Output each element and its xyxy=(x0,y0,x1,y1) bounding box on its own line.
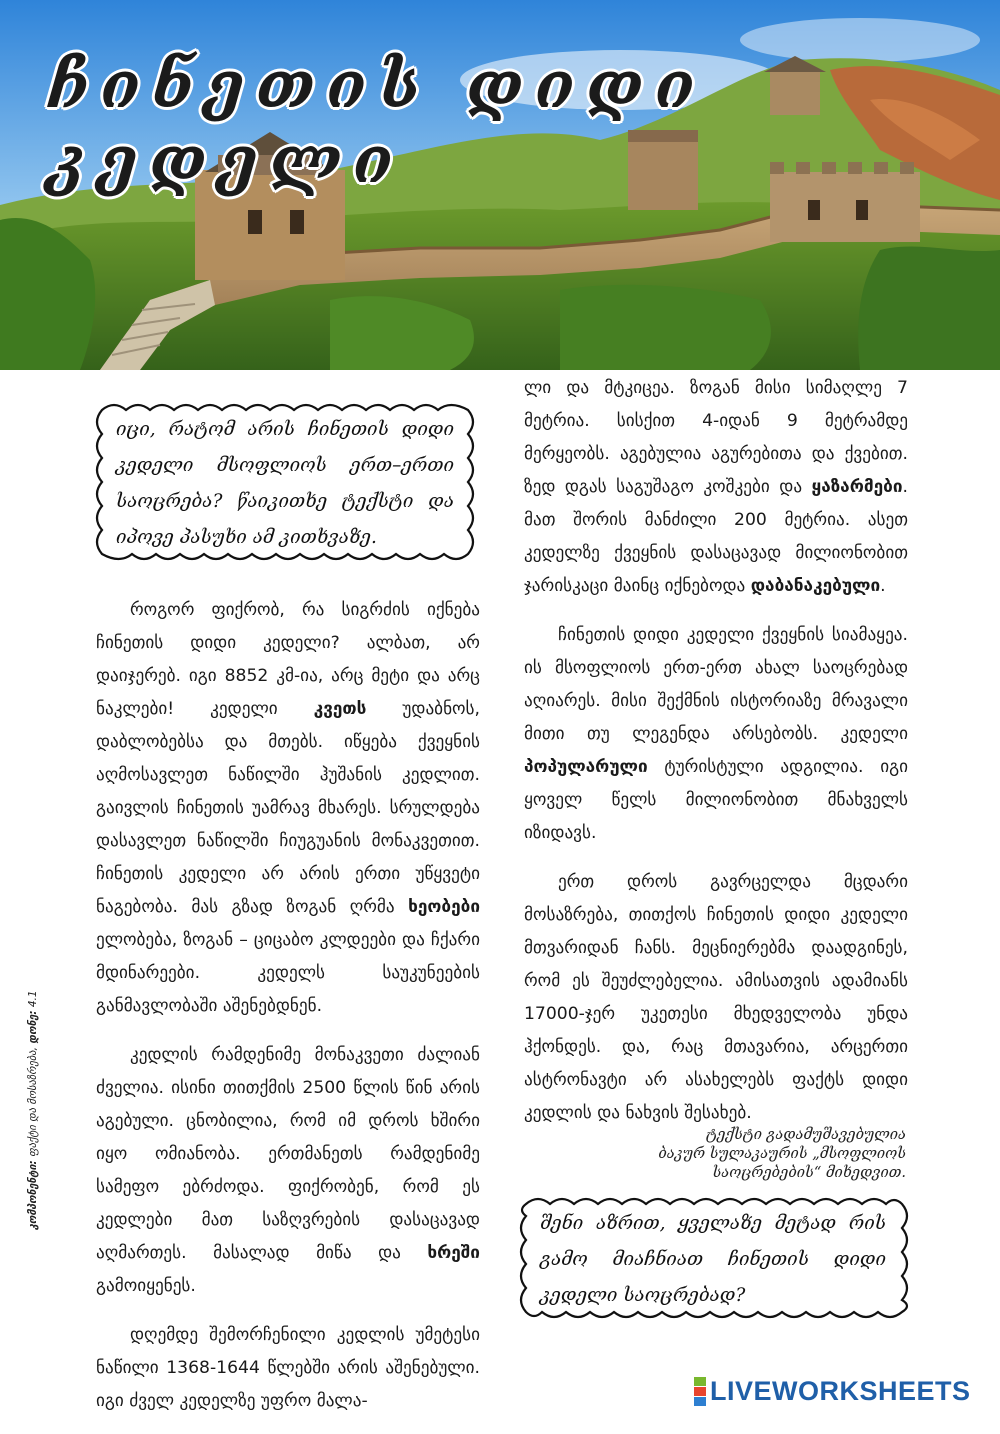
left-column xyxy=(96,372,480,1434)
keyword-dabanakebuli: დაბანაკებული xyxy=(750,576,881,596)
final-question-text: შენი აზრით, ყველაზე მეტად რის გამო მიაჩნიათ ჩინეთის დიდი კედელი საოცრებად? xyxy=(540,1213,886,1306)
intro-question-text: იცი, რატომ არის ჩინეთის დიდი კედელი მსოფლიოს ერთ–ერთი საოცრება? წაიკითხე ტექსტი და იპოვე პასუხი ამ კითხვაზე. xyxy=(116,419,454,548)
liveworksheets-logo[interactable] xyxy=(694,1376,971,1406)
intro-question-box xyxy=(90,398,480,566)
source-credit: ტექსტი გადამუშავებულია ბაკურ სულაკაურის „მსოფლიოს საოცრებების“ მიხედვით. xyxy=(658,1127,906,1181)
hero-banner xyxy=(0,0,1000,370)
keyword-kazarmebi: ყაზარმები xyxy=(811,477,903,497)
paragraph-4: ჩინეთის დიდი კედელი ქვეყნის სიამაყეა. ის მსოფლიოს ერთ-ერთ ახალ საოცრებად აღიარეს. მისი შექმნის ისტორიაზე მრავალი მითი თუ ლეგენდა არსებობს. კედელი პოპულარული ტურისტული ადგილია. იგი ყოველ წელს მილიონობით მნახველს იზიდავს. xyxy=(524,625,908,843)
keyword-kheobebi: ხეობები xyxy=(408,897,480,917)
right-column xyxy=(524,372,908,1146)
logo-blocks-icon xyxy=(694,1377,706,1406)
keyword-khreshi: ხრეში xyxy=(427,1243,480,1263)
final-question-box xyxy=(514,1192,914,1324)
paragraph-3: დღემდე შემორჩენილი კედლის უმეტესი ნაწილი 1368-1644 წლებში არის აშენებული. იგი ძველ კედელზე უფრო მალა- xyxy=(96,1325,480,1411)
paragraph-5: ერთ დროს გავრცელდა მცდარი მოსაზრება, თითქოს ჩინეთის დიდი კედელი მთვარიდან ჩანს. მეცნიერებმა დაადგინეს, რომ ეს შეუძლებელია. ამისათვის ადამიანს 17000-ჯერ უკეთესი მხედველობა უნდა ჰქონდეს. და, რაც მთავარია, არცერთი ასტრონავტი არ ასახელებს ფაქტს დიდი კედლის და ნახვის შესახებ. xyxy=(524,872,908,1123)
paragraph-3-continued: ლი და მტკიცეა. ზოგან მისი სიმაღლე 7 მეტრია. სისქით 4-იდან 9 მეტრამდე მერყეობს. აგებულია აგურებითა და ქვებით. ზედ დგას საგუშაგო კოშკები და ყაზარმები. მათ შორის მანძილი 200 მეტრია. ასეთ კედელზე ქვეყნის დასაცავად მილიონობით ჯარისკაცი მაინც იქნებოდა დაბანაკებული. xyxy=(524,378,908,596)
page-title: ჩინეთის დიდი კედელი xyxy=(48,48,707,198)
logo-text: LIVEWORKSHEETS xyxy=(710,1375,971,1406)
keyword-populaluri: პოპულარული xyxy=(524,757,648,777)
side-note: კომპონენტი: ფაქტი და მოსაზრება, დონე: 4.1 xyxy=(27,990,39,1230)
paragraph-2: კედლის რამდენიმე მონაკვეთი ძალიან ძველია. ისინი თითქმის 2500 წლის წინ არის აგებული. ცნობილია, რომ იმ დროს ხშირი იყო ომიანობა. ერთმანეთს რამდენიმე სამეფო ებრძოდა. ფიქრობენ, რომ ეს კედლები მათ საზღვრების დასაცავად აღმართეს. მასალად მიწა და ხრეში გამოიყენეს. xyxy=(96,1045,480,1296)
paragraph-1: როგორ ფიქრობ, რა სიგრძის იქნება ჩინეთის დიდი კედელი? ალბათ, არ დაიჯერებ. იგი 8852 კმ-ია, არც მეტი და არც ნაკლები! კედელი კვეთს უდაბნოს, დაბლობებსა და მთებს. იწყება ქვეყნის აღმოსავლეთ ნაწილში ჰუშანის კედლით. გაივლის ჩინეთის უამრავ მხარეს. სრულდება დასავლეთ ნაწილში ჩიუგუანის მონაკვეთით. ჩინეთის კედელი არ არის ერთი უწყვეტი ნაგებობა. მას გზად ზოგან ღრმა ხეობები ელობება, ზოგან – ციცაბო კლდეები და ჩქარი მდინარეები. კედელს საუკუნეების განმავლობაში აშენებდნენ. xyxy=(96,600,481,1016)
keyword-kvets: კვეთს xyxy=(313,699,367,719)
